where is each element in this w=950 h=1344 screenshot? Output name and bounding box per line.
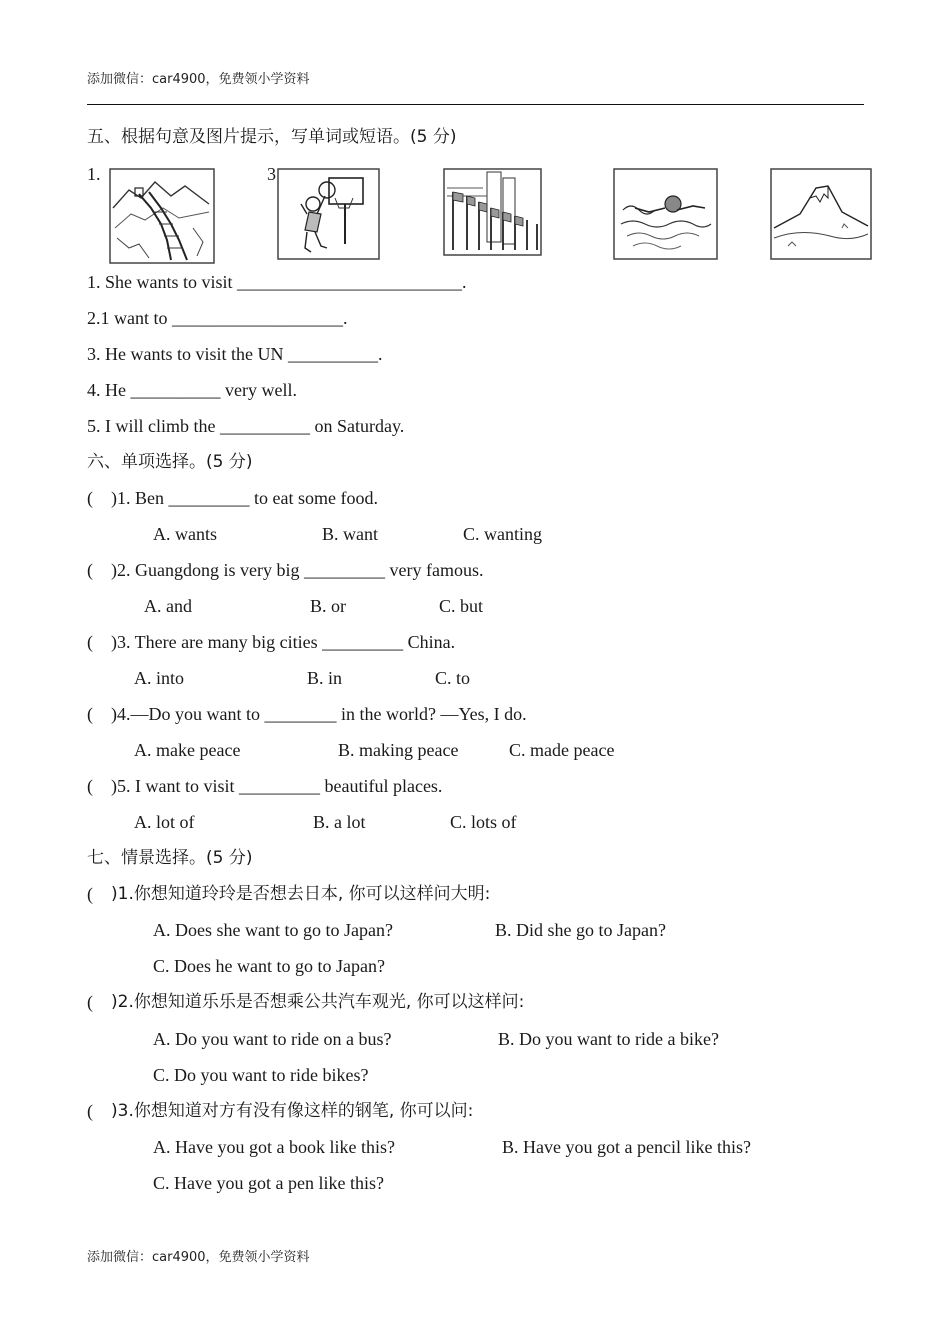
s6-q1-option-a: A. wants [153, 524, 217, 544]
s5-sentence-1: 1. She wants to visit _________________________. [87, 272, 467, 292]
basketball-picture [277, 168, 380, 260]
s6-q2-option-c: C. but [439, 596, 484, 616]
s6-q4-option-b: B. making peace [338, 740, 459, 760]
s6-q5-bracket: ( [87, 776, 93, 796]
s6-q3-option-b: B. in [307, 668, 343, 688]
section6-title: 六、单项选择。(5 分) [87, 452, 253, 472]
s7-q3-option-a: A. Have you got a book like this? [153, 1137, 395, 1157]
s6-q1-bracket: ( [87, 488, 93, 508]
section5-title: 五、根据句意及图片提示，写单词或短语。(5 分) [87, 127, 457, 147]
s6-q5-option-a: A. lot of [134, 812, 195, 832]
s7-q2-option-b: B. Do you want to ride a bike? [498, 1029, 719, 1049]
s6-q1-option-b: B. want [322, 524, 378, 544]
s6-q4-option-a: A. make peace [134, 740, 241, 760]
header-watermark: 添加微信：car4900，免费领小学资料 [87, 72, 310, 87]
s7-q1-option-b: B. Did she go to Japan? [495, 920, 666, 940]
great-wall-picture [109, 168, 215, 264]
s6-q5-stem: )5. I want to visit _________ beautiful places. [111, 776, 443, 796]
pic-label-3: 3 [267, 164, 276, 184]
s6-q4-bracket: ( [87, 704, 93, 724]
s5-sentence-3: 3. He wants to visit the UN __________. [87, 344, 383, 364]
s6-q3-stem: )3. There are many big cities _________ China. [111, 632, 456, 652]
section7-title: 七、情景选择。(5 分) [87, 848, 253, 868]
s6-q2-option-a: A. and [144, 596, 192, 616]
header-rule [87, 104, 864, 105]
s7-q1-stem: )1.你想知道玲玲是否想去日本, 你可以这样问大明: [111, 884, 491, 904]
s6-q4-stem: )4.—Do you want to ________ in the world? —Yes, I do. [111, 704, 527, 724]
s7-q3-option-b: B. Have you got a pencil like this? [502, 1137, 751, 1157]
s6-q3-bracket: ( [87, 632, 93, 652]
s6-q1-option-c: C. wanting [463, 524, 542, 544]
united-nations-picture [443, 168, 542, 256]
s7-q3-bracket: ( [87, 1101, 93, 1121]
s6-q3-option-a: A. into [134, 668, 185, 688]
s7-q3-option-c: C. Have you got a pen like this? [153, 1173, 384, 1193]
s6-q2-stem: )2. Guangdong is very big _________ very famous. [111, 560, 484, 580]
s6-q1-stem: )1. Ben _________ to eat some food. [111, 488, 378, 508]
footer-watermark: 添加微信：car4900，免费领小学资料 [87, 1250, 310, 1265]
s5-sentence-4: 4. He __________ very well. [87, 380, 297, 400]
s7-q1-bracket: ( [87, 884, 93, 904]
s7-q2-option-c: C. Do you want to ride bikes? [153, 1065, 369, 1085]
mountain-picture [770, 168, 872, 260]
swimming-picture [613, 168, 718, 260]
s7-q2-option-a: A. Do you want to ride on a bus? [153, 1029, 392, 1049]
s6-q5-option-c: C. lots of [450, 812, 517, 832]
s7-q3-stem: )3.你想知道对方有没有像这样的钢笔, 你可以问: [111, 1101, 474, 1121]
s6-q4-option-c: C. made peace [509, 740, 615, 760]
s7-q2-stem: )2.你想知道乐乐是否想乘公共汽车观光, 你可以这样问: [111, 992, 525, 1012]
s7-q1-option-c: C. Does he want to go to Japan? [153, 956, 385, 976]
s6-q2-option-b: B. or [310, 596, 346, 616]
s7-q1-option-a: A. Does she want to go to Japan? [153, 920, 393, 940]
s5-sentence-5: 5. I will climb the __________ on Saturday. [87, 416, 405, 436]
pic-label-1: 1. [87, 164, 101, 184]
s7-q2-bracket: ( [87, 992, 93, 1012]
s6-q3-option-c: C. to [435, 668, 471, 688]
s5-sentence-2: 2.1 want to ___________________. [87, 308, 348, 328]
s6-q5-option-b: B. a lot [313, 812, 366, 832]
s6-q2-bracket: ( [87, 560, 93, 580]
